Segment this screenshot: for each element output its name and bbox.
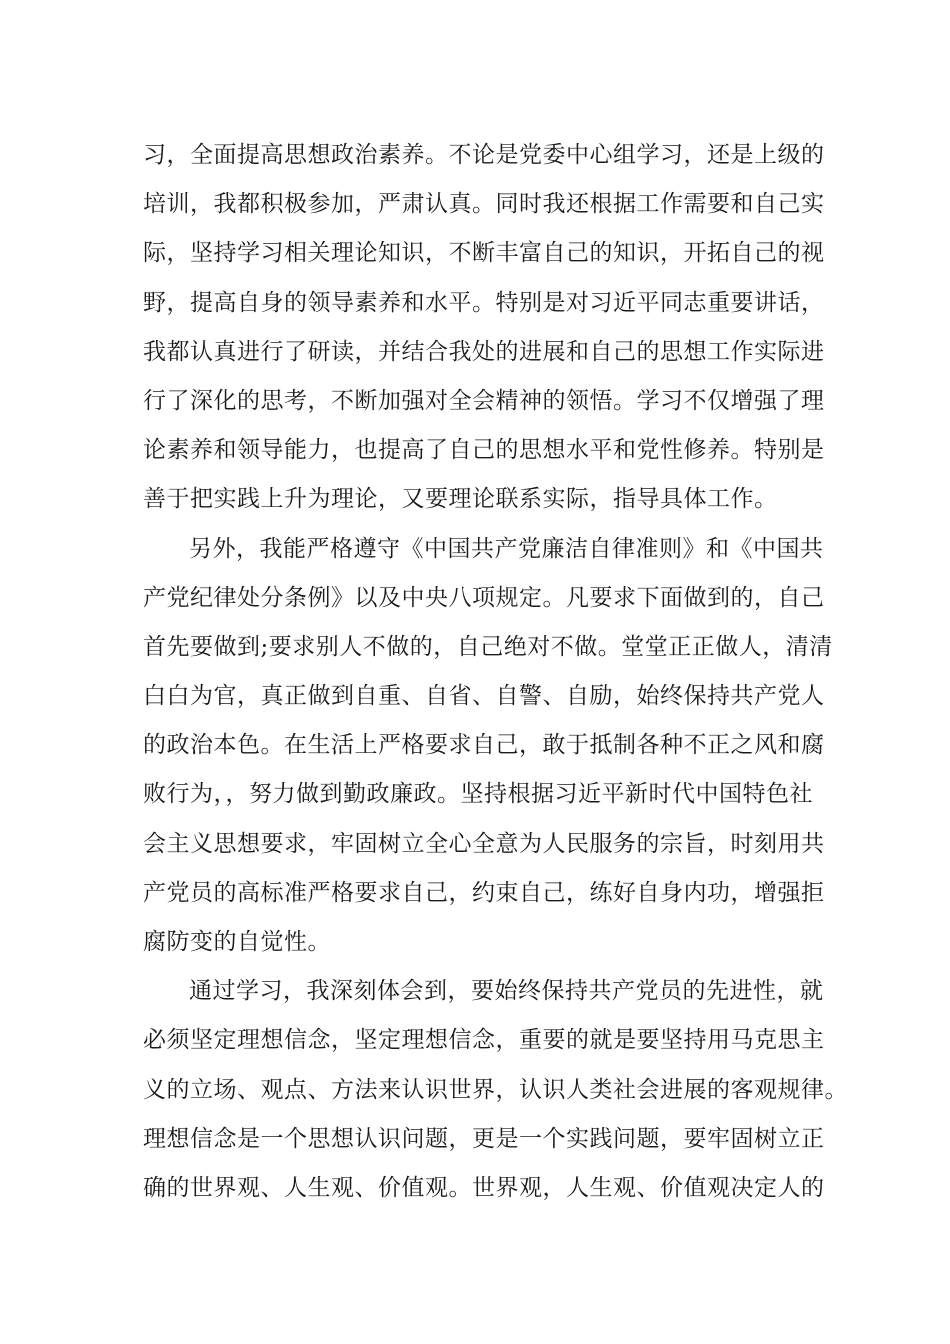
text-line: 产党纪律处分条例》以及中央八项规定。凡要求下面做到的，自己 bbox=[143, 584, 825, 611]
text-line: 我都认真进行了研读，并结合我处的进展和自己的思想工作实际进 bbox=[143, 338, 825, 365]
text-line: 培训，我都积极参加，严肃认真。同时我还根据工作需要和自己实 bbox=[143, 191, 825, 218]
text-line: 会主义思想要求，牢固树立全心全意为人民服务的宗旨，时刻用共 bbox=[143, 830, 825, 857]
text-line: 善于把实践上升为理论，又要理论联系实际，指导具体工作。 bbox=[143, 486, 778, 513]
text-line: 确的世界观、人生观、价值观。世界观，人生观、价值观决定人的 bbox=[143, 1174, 825, 1201]
text-line: 必须坚定理想信念，坚定理想信念，重要的就是要坚持用马克思主 bbox=[143, 1027, 825, 1054]
text-line: 理想信念是一个思想认识问题，更是一个实践问题，要牢固树立正 bbox=[143, 1125, 825, 1152]
document-body bbox=[143, 131, 848, 1213]
text-line: 论素养和领导能力，也提高了自己的思想水平和党性修养。特别是 bbox=[143, 437, 825, 464]
text-line: 义的立场、观点、方法来认识世界，认识人类社会进展的客观规律。 bbox=[143, 1076, 848, 1103]
paragraph-2 bbox=[143, 525, 833, 968]
text-line: 习，全面提高思想政治素养。不论是党委中心组学习，还是上级的 bbox=[143, 142, 825, 168]
text-line: 行了深化的思考，不断加强对全会精神的领悟。学习不仅增强了理 bbox=[143, 387, 825, 414]
text-line: 另外，我能严格遵守《中国共产党廉洁自律准则》和《中国共 bbox=[189, 535, 824, 562]
text-line: 的政治本色。在生活上严格要求自己，敢于抵制各种不正之风和腐 bbox=[143, 732, 825, 759]
text-line: 腐防变的自觉性。 bbox=[143, 929, 331, 955]
text-line: 败行为，，努力做到勤政廉政。坚持根据习近平新时代中国特色社 bbox=[143, 781, 813, 808]
paragraph-1 bbox=[143, 131, 823, 525]
text-line: 野，提高自身的领导素养和水平。特别是对习近平同志重要讲话， bbox=[143, 289, 825, 316]
text-line: 际，坚持学习相关理论知识，不断丰富自己的知识，开拓自己的视 bbox=[143, 240, 825, 267]
paragraph-3 bbox=[143, 967, 848, 1213]
text-line: 首先要做到;要求别人不做的，自己绝对不做。堂堂正正做人，清清 bbox=[143, 633, 833, 660]
text-line: 通过学习，我深刻体会到，要始终保持共产党员的先进性，就 bbox=[189, 978, 824, 1005]
text-line: 白白为官，真正做到自重、自省、自警、自励，始终保持共产党人 bbox=[143, 683, 825, 710]
text-line: 产党员的高标准严格要求自己，约束自己，练好自身内功，增强拒 bbox=[143, 879, 825, 906]
